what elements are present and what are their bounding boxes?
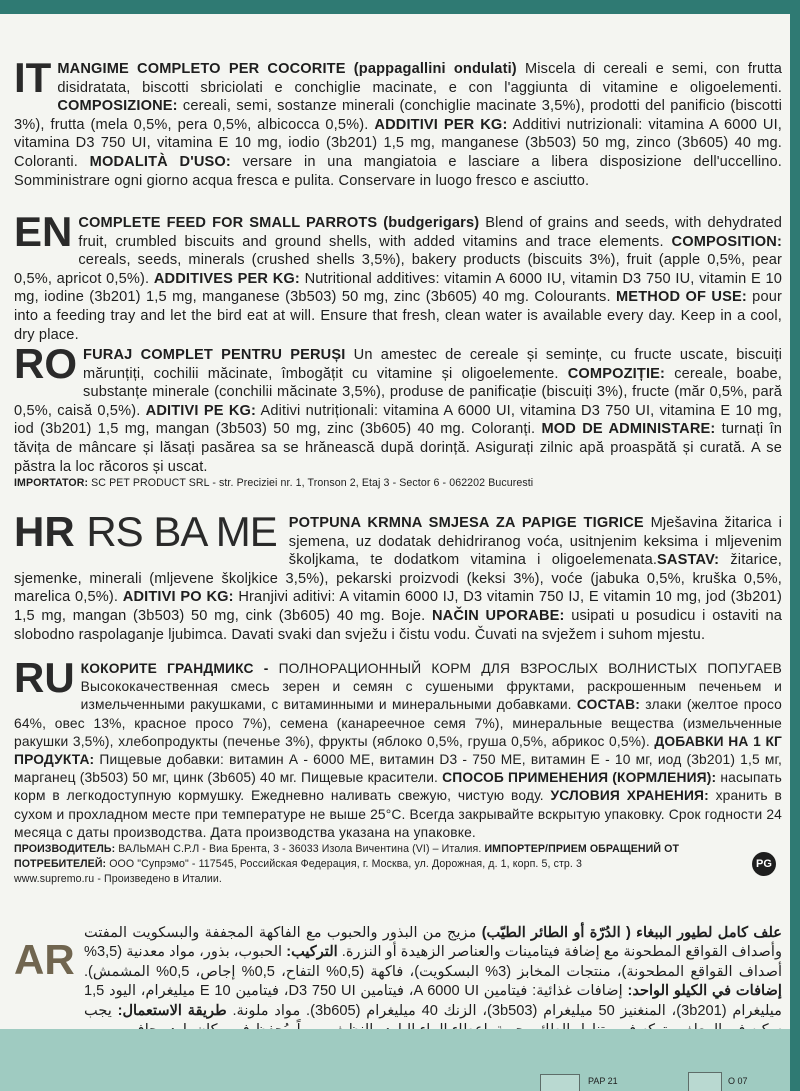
lang-code: RO (14, 340, 77, 387)
usage-text: pour into a feeding tray and let the bird eat at will. Ensure that fresh, clean water is available every day. Keep in a cool, dry place. (14, 289, 782, 343)
composition-label: SASTAV: (657, 552, 720, 569)
usage-label: СПОСОБ ПРИМЕНЕНИЯ (КОРМЛЕНИЯ): (442, 770, 717, 786)
composition-label: التركيب: (286, 944, 338, 961)
product-title: КОКОРИТЕ ГРАНДМИКС - (80, 661, 269, 676)
additives-label: ADITIVI PO KG: (122, 589, 234, 606)
manufacturer-label: ПРОИЗВОДИТЕЛЬ: (14, 843, 116, 856)
section-ru (14, 654, 783, 887)
additives-text: Nutritional additives: vitamin A 6000 IU, vitamin D3 750 IU, vitamin E 10 mg, iodine (3b201) 1,5 mg, manganese (3b503) 50 mg, zinc (3b605) 40 mg. Colourants. (14, 270, 782, 306)
usage-label: NAČIN UPORABE: (431, 607, 565, 624)
intro-text: Mješavina žitarica i sjemena, uz dodatak dehidriranog voća, usitnjenim keksima i mljevenim školjkama, te dodatkom vitamina i oligoelemenata. (288, 515, 782, 569)
manufacturer-text: ВАЛЬМАН С.Р.Л - Виа Брента, 3 - 36033 Изола Вичентина (VI) – Италия. (115, 843, 485, 856)
section-text (14, 654, 783, 842)
product-title: COMPLETE FEED FOR SMALL PARROTS (budgerigars) (78, 215, 480, 231)
product-title: POTPUNA KRMNA SMJESA ZA PAPIGE TIGRICE (288, 515, 644, 531)
footer-label-2: O 07 (728, 1076, 748, 1086)
section-ro (14, 340, 783, 491)
package-icon (688, 1072, 722, 1091)
additives-label: إضافات في الكيلو الواحد: (627, 983, 782, 1000)
section-it (14, 54, 783, 190)
importer-text: ООО "Супрэмо" - 117545, Российская Федерация, г. Москва, ул. Дорожная, д. 1, корп. 5, стр. 3 (106, 858, 583, 871)
usage-text: يجب (84, 1002, 112, 1019)
importer-label: IMPORTATOR: (14, 477, 89, 490)
intro-text: Un amestec de cereale și semințe, cu fructe uscate, biscuiți mărunțiți, cochilii măcinate, îmbogățit cu vitamine și oligoelemente. (83, 347, 782, 382)
additives-text: إضافات غذائية: فيتامين A 6000 UI، فيتامين D3 750 UI، فيتامين E 10 ميليغرام، اليود 1,5 ميليغرام (3b201)، المنغنيز 50 ميليغرام (3b503)، الزنك 40 ميليغرام (3b605). مواد ملونة. (84, 983, 782, 1019)
intro-text: Miscela di cereali e semi, con frutta disidratata, biscotti sbriciolati e conchiglie macinate, e con l'aggiunta di vitamine e oligoelementi. (57, 61, 782, 96)
lang-code: IT (14, 54, 52, 101)
composition-text: cereals, seeds, minerals (crushed shells 3,5%), bakery products (biscuits 3%), fruit (apple 0,5%, pear 0,5%, apricot 0,5%). (14, 252, 782, 287)
usage-text: насыпать корм в легкодоступную кормушку. Ежедневно наливать свежую, чистую воду. (14, 770, 783, 804)
storage-label: УСЛОВИЯ ХРАНЕНИЯ: (550, 788, 709, 804)
additives-label: ДОБАВКИ НА 1 КГ ПРОДУКТА: (14, 733, 783, 768)
product-subtitle: ПОЛНОРАЦИОННЫЙ КОРМ ДЛЯ ВЗРОСЛЫХ ВОЛНИСТЫХ ПОПУГАЕВ (268, 661, 782, 676)
composition-label: COMPOSITION: (671, 233, 782, 250)
section-text (14, 924, 782, 1040)
lang-code: AR (14, 936, 75, 983)
usage-label: طريقة الاستعمال: (117, 1002, 227, 1019)
additives-label: ADDITIVES PER KG: (153, 270, 300, 287)
intro-text: Высококачественная смесь зерен и семян с сушеными фруктами, раскрошенным печеньем и измельченными ракушками, с витаминными и минеральными добавками. (80, 679, 782, 713)
section-text (14, 54, 783, 190)
additives-text: Пищевые добавки: витамин А - 6000 МЕ, витамин D3 - 750 МЕ, витамин Е - 10 мг, иод (3b201) 1,5 мг, марганец (3b503) 50 мг, цинк (3b605) 40 мг. Пищевые красители. (14, 752, 782, 786)
section-en (14, 208, 782, 344)
composition-text: злаки (желтое просо 64%, овес 13%, красное просо 7%), семена (канареечное семя 7%), минеральные вещества (измельченные ракушки 3,5%), хлебопродукты (печенье 3%), фрукты (яблоко 0,5%, груша 0,5%, абрикос 0,5%). (14, 697, 782, 749)
lang-code-hr: HR (14, 508, 75, 555)
storage-text: хранить в сухом и прохладном месте при температуре не выше 25°С. Всегда закрывайте вскрытую упаковку. Срок годности 24 месяца с даты производства. Дата производства указана на упаковке. (14, 788, 782, 840)
usage-text: turnați în tăvița de mâncare și lăsați pasărea sa se hrănească după dorință. Asigurați zilnic apă proaspătă și curată. A se păstra la loc răcoros și uscat. (14, 421, 782, 475)
additives-label: ADITIVI PE KG: (145, 402, 257, 419)
product-title: FURAJ COMPLET PENTRU PERUȘI (83, 347, 346, 363)
certification-mark-icon: PG (752, 852, 776, 876)
composition-text: cereale, boabe, substanțe minerale (conchilii măcinate 3,5%), produse de panificație (biscuiți 3%), fructe (măr 0,5%, pară 0,5%, caisă 0,5%). (14, 365, 782, 419)
intro-text: مزيج من البذور والحبوب مع الفاكهة المجففة والبسكويت المفتت وأصداف القواقع المطحونة مع إضافة فيتامينات والعناصر الزهيدة أو النزرة. (84, 925, 782, 961)
importer-label: ИМПОРТЕР/ПРИЕМ ОБРАЩЕНИЙ ОТ ПОТРЕБИТЕЛЕЙ: (14, 843, 680, 871)
section-ar (14, 924, 782, 1040)
composition-label: COMPOSIZIONE: (57, 98, 178, 115)
website-line: www.supremo.ru - Произведено в Италии. (14, 873, 222, 886)
importer-text: SC PET PRODUCT SRL - str. Preciziei nr. 1, Tronson 2, Etaj 3 - Sector 6 - 062202 Bucuresti (88, 477, 534, 490)
bottom-band (0, 1029, 800, 1091)
usage-label: MODALITÀ D'USO: (89, 153, 231, 170)
additives-text: Additivi nutrizionali: vitamina A 6000 UI, vitamina D3 750 UI, vitamina E 10 mg, iodio (3b201) 1,5 mg, manganese (3b503) 50 mg, zinco (3b605) 40 mg. Coloranti. (14, 116, 782, 170)
usage-label: MOD DE ADMINISTARE: (541, 421, 716, 438)
composition-label: СОСТАВ: (576, 697, 640, 713)
product-title: علف كامل لطيور الببغاء ( الدُرّة أو الطائر الطيّب) (481, 925, 782, 941)
usage-text: versare in una mangiatoia e lasciare a libera disposizione dell'uccellino. Somministrare ogni giorno acqua fresca e pulita. Conservare in luogo fresco e asciutto. (14, 153, 783, 189)
section-hr (14, 508, 783, 644)
additives-label: ADDITIVI PER KG: (374, 116, 508, 133)
lang-code-extra: RS BA ME (86, 508, 277, 555)
top-edge (0, 0, 800, 14)
additives-text: Hranjivi aditivi: A vitamin 6000 IJ, D3 vitamin 750 IJ, E vitamin 10 mg, jod (3b201) 1,5 mg, mangan (3b503) 50 mg, cink (3b605) 40 mg. Boje. (14, 589, 783, 624)
lang-code: EN (14, 208, 73, 255)
lang-code: RU (14, 654, 75, 701)
section-text (14, 340, 783, 476)
additives-text: Aditivi nutriționali: vitamina A 6000 UI, vitamina D3 750 UI, vitamina E 10 mg, iod (3b201) 1,5 mg, mangan (3b503) 50 mg, zinc (3b605) 40 mg. Coloranți. (14, 402, 783, 438)
composition-text: žitarice, sjemenke, minerali (mljevene školjkice 3,5%), pekarski proizvodi (keksi 3%), voće (jabuka 0,5%, kruška 0,5%, marelica 0,5%). (14, 552, 782, 606)
composition-label: COMPOZIȚIE: (567, 365, 666, 382)
package-icon (540, 1074, 580, 1091)
intro-text: Blend of grains and seeds, with dehydrated fruit, crumbled biscuits and ground shells, with added vitamins and trace elements. (78, 215, 782, 250)
lang-code (14, 508, 283, 555)
composition-text: الحبوب، بذور، مواد معدنية (3,5% أصداف القواقع المطحونة)، منتجات المخابز (3% البسكويت)، فاكهة (0,5% التفاح، 0,5% إجاص، 0,5% المشمش). (84, 944, 783, 980)
importer-line (14, 476, 782, 491)
product-title: MANGIME COMPLETO PER COCORITE (pappagallini ondulati) (57, 61, 517, 77)
right-edge (790, 0, 800, 1091)
usage-label: METHOD OF USE: (616, 289, 747, 306)
footer-label-1: PAP 21 (588, 1076, 618, 1086)
section-text (14, 208, 782, 344)
label-page (0, 14, 790, 1091)
composition-text: cereali, semi, sostanze minerali (conchiglie macinate 3,5%), prodotti del panificio (biscotti 3%), frutta (mela 0,5%, pera 0,5%, albicocca 0,5%). (14, 98, 782, 133)
manufacturer-block (14, 842, 782, 887)
usage-text: usipati u posudicu i ostaviti na slobodno raspolaganje ljubimca. Davati svaki dan svježu i čistu vodu. Čuvati na svježem i suhom mjestu. (14, 607, 782, 643)
